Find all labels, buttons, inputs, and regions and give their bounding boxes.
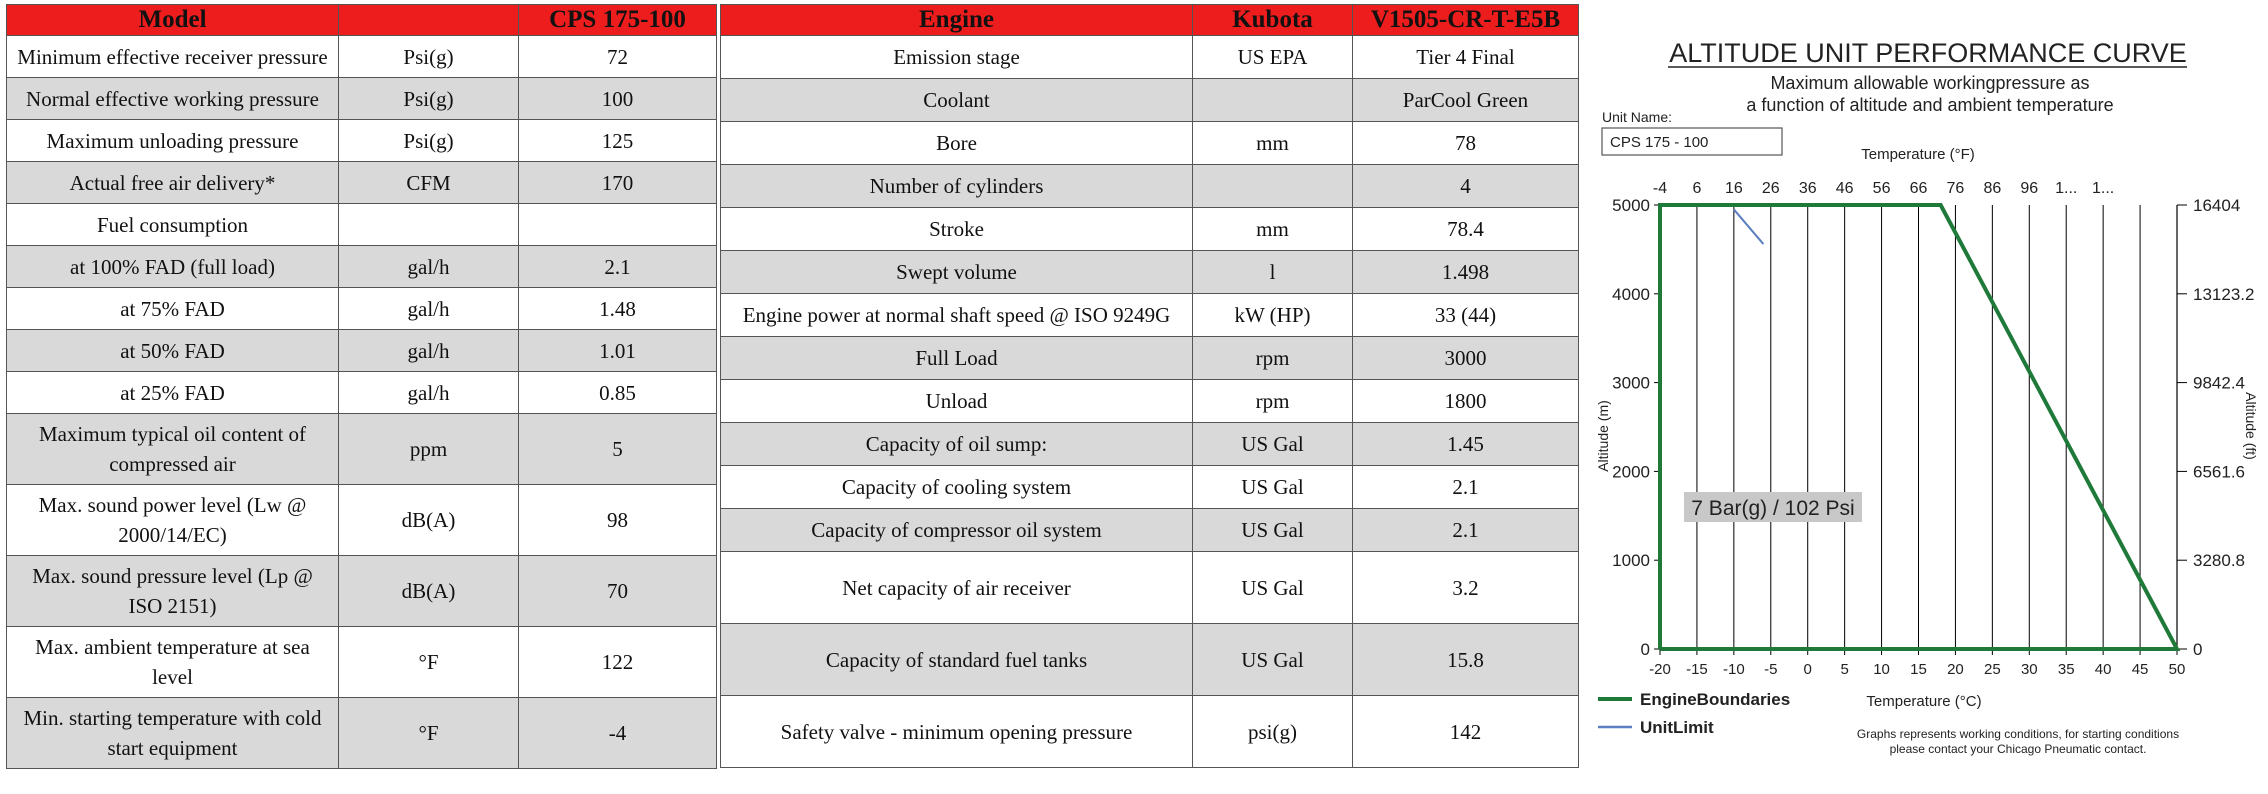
spec-unit: kW (HP) [1193, 294, 1353, 337]
spec-label: at 25% FAD [7, 372, 339, 414]
spec-value: 4 [1353, 165, 1579, 208]
spec-unit: Psi(g) [339, 120, 519, 162]
spec-unit: Psi(g) [339, 36, 519, 78]
table-row [721, 79, 1579, 122]
spec-label: Normal effective working pressure [7, 78, 339, 120]
spec-unit: mm [1193, 122, 1353, 165]
x-tick-label: 50 [2168, 661, 2186, 678]
top-tick-label: 86 [1983, 180, 2002, 197]
spec-label: Fuel consumption [7, 204, 339, 246]
chart-grid [1660, 205, 2177, 649]
table-row [721, 380, 1579, 423]
table-row [7, 698, 717, 769]
spec-value: 2.1 [519, 246, 717, 288]
table-row [7, 414, 717, 485]
spec-label: Safety valve - minimum opening pressure [721, 696, 1193, 768]
top-tick-label: 26 [1761, 180, 1780, 197]
table-row [721, 466, 1579, 509]
chart-title: ALTITUDE UNIT PERFORMANCE CURVE [1669, 38, 2187, 68]
legend-engine-label: EngineBoundaries [1640, 690, 1791, 709]
spec-value: 1800 [1353, 380, 1579, 423]
spec-label: Coolant [721, 79, 1193, 122]
spec-value: 78 [1353, 122, 1579, 165]
spec-value: 70 [519, 556, 717, 627]
spec-unit: l [1193, 251, 1353, 294]
spec-unit: dB(A) [339, 556, 519, 627]
table-row [7, 556, 717, 627]
x-tick-label: 40 [2094, 661, 2112, 678]
spec-label: Unload [721, 380, 1193, 423]
spec-label: Emission stage [721, 36, 1193, 79]
spec-label: Stroke [721, 208, 1193, 251]
x-tick-label: 0 [1803, 661, 1812, 678]
spec-unit [1193, 79, 1353, 122]
spec-value [519, 204, 717, 246]
table-row [721, 165, 1579, 208]
table-row [7, 162, 717, 204]
table-row [7, 330, 717, 372]
spec-unit: CFM [339, 162, 519, 204]
pressure-label: 7 Bar(g) / 102 Psi [1691, 497, 1855, 520]
spec-unit: °F [339, 698, 519, 769]
y-tick-label: 2000 [1612, 462, 1650, 482]
spec-label: Capacity of compressor oil system [721, 509, 1193, 552]
top-tick-label: 36 [1798, 180, 1817, 197]
x-tick-label: -10 [1723, 661, 1745, 678]
header-model-value: CPS 175-100 [519, 5, 717, 36]
right-tick-label: 13123.2 [2193, 284, 2255, 304]
curve-chart [1588, 0, 2268, 794]
spec-label: Maximum unloading pressure [7, 120, 339, 162]
right-axis-label: Altitude (ft) [2243, 392, 2259, 460]
spec-unit [1193, 165, 1353, 208]
table-row [721, 624, 1579, 696]
spec-unit: ppm [339, 414, 519, 485]
spec-label: Minimum effective receiver pressure [7, 36, 339, 78]
spec-value: 0.85 [519, 372, 717, 414]
spec-unit: °F [339, 627, 519, 698]
spec-value: 98 [519, 485, 717, 556]
spec-label: at 100% FAD (full load) [7, 246, 339, 288]
top-tick-label: 56 [1872, 180, 1891, 197]
table-row [7, 78, 717, 120]
top-tick-label: 1... [2092, 180, 2115, 197]
spec-unit: US Gal [1193, 509, 1353, 552]
right-tick-label: 3280.8 [2193, 551, 2245, 571]
chart-subtitle-line2: a function of altitude and ambient temperature [1746, 95, 2114, 115]
right-tick-label: 6561.6 [2193, 462, 2245, 482]
spec-label: Capacity of cooling system [721, 466, 1193, 509]
x-tick-label: 45 [2131, 661, 2149, 678]
spec-unit: US Gal [1193, 466, 1353, 509]
table-row [7, 627, 717, 698]
spec-value: -4 [519, 698, 717, 769]
right-tick-label: 9842.4 [2193, 373, 2245, 393]
table-row [721, 251, 1579, 294]
spec-value: 33 (44) [1353, 294, 1579, 337]
spec-value: 170 [519, 162, 717, 204]
compressor-spec-table [6, 4, 717, 769]
spec-value: 3000 [1353, 337, 1579, 380]
spec-label: Bore [721, 122, 1193, 165]
spec-label: Full Load [721, 337, 1193, 380]
spec-unit: US EPA [1193, 36, 1353, 79]
altitude-performance-curve [1588, 0, 2268, 794]
table-row [7, 288, 717, 330]
spec-value: 2.1 [1353, 509, 1579, 552]
spec-unit: gal/h [339, 330, 519, 372]
spec-label: Min. starting temperature with cold start equipment [7, 698, 339, 769]
top-tick-label: 96 [2020, 180, 2039, 197]
top-tick-label: -4 [1652, 180, 1668, 197]
x-tick-label: 5 [1840, 661, 1849, 678]
spec-label: Maximum typical oil content of compressed air [7, 414, 339, 485]
chart-note-line2: please contact your Chicago Pneumatic contact. [1889, 742, 2147, 756]
spec-value: 125 [519, 120, 717, 162]
y-tick-label: 3000 [1612, 373, 1650, 393]
top-tick-label: 46 [1835, 180, 1854, 197]
unit-name-label: Unit Name: [1602, 109, 1673, 125]
chart-ticks [1612, 180, 2254, 678]
spec-value: 1.498 [1353, 251, 1579, 294]
spec-label: Actual free air delivery* [7, 162, 339, 204]
table-row [7, 485, 717, 556]
spec-unit: Psi(g) [339, 78, 519, 120]
y-tick-label: 5000 [1612, 196, 1650, 215]
spec-unit: US Gal [1193, 423, 1353, 466]
spec-unit: rpm [1193, 337, 1353, 380]
header-engine-make: Kubota [1193, 5, 1353, 36]
spec-value: 1.48 [519, 288, 717, 330]
header-engine: Engine [721, 5, 1193, 36]
x-tick-label: -20 [1649, 661, 1671, 678]
spec-value: Tier 4 Final [1353, 36, 1579, 79]
spec-unit: rpm [1193, 380, 1353, 423]
header-engine-model: V1505-CR-T-E5B [1353, 5, 1579, 36]
y-tick-label: 0 [1640, 640, 1650, 659]
spec-label: Net capacity of air receiver [721, 552, 1193, 624]
x-tick-label: 15 [1910, 661, 1927, 678]
chart-note-line1: Graphs represents working conditions, for starting conditions [1856, 727, 2180, 741]
spec-value: 5 [519, 414, 717, 485]
spec-value: 15.8 [1353, 624, 1579, 696]
x-tick-label: 10 [1873, 661, 1890, 678]
legend-unit-label: UnitLimit [1640, 718, 1714, 737]
x-tick-label: 30 [2020, 661, 2038, 678]
spec-unit: gal/h [339, 288, 519, 330]
spec-label: Max. ambient temperature at sea level [7, 627, 339, 698]
spec-label: Capacity of oil sump: [721, 423, 1193, 466]
spec-unit: dB(A) [339, 485, 519, 556]
spec-value: 122 [519, 627, 717, 698]
spec-unit: psi(g) [1193, 696, 1353, 768]
spec-value: 1.01 [519, 330, 717, 372]
table-row [721, 294, 1579, 337]
spec-label: at 75% FAD [7, 288, 339, 330]
table-row [721, 552, 1579, 624]
top-tick-label: 76 [1946, 180, 1965, 197]
engine-spec-table [720, 4, 1579, 768]
table-row [721, 423, 1579, 466]
x-tick-label: 20 [1947, 661, 1964, 678]
table-row [721, 36, 1579, 79]
table-row [7, 36, 717, 78]
spec-value: ParCool Green [1353, 79, 1579, 122]
spec-label: Engine power at normal shaft speed @ ISO 9249G [721, 294, 1193, 337]
spec-label: Max. sound pressure level (Lp @ ISO 2151) [7, 556, 339, 627]
top-axis-label: Temperature (°F) [1861, 146, 1975, 163]
unit-name-value: CPS 175 - 100 [1610, 134, 1709, 151]
spec-value: 100 [519, 78, 717, 120]
table-row [721, 208, 1579, 251]
y-tick-label: 1000 [1612, 551, 1650, 571]
table-row [721, 122, 1579, 165]
x-tick-label: -15 [1686, 661, 1708, 678]
right-tick-label: 16404 [2193, 196, 2241, 215]
table-row [721, 696, 1579, 768]
spec-unit [339, 204, 519, 246]
spec-value: 142 [1353, 696, 1579, 768]
top-tick-label: 1... [2055, 180, 2078, 197]
table-row [7, 120, 717, 162]
table-row [7, 372, 717, 414]
spec-value: 72 [519, 36, 717, 78]
left-axis-label: Altitude (m) [1595, 400, 1611, 472]
bottom-axis-label: Temperature (°C) [1866, 693, 1982, 710]
header-unit [339, 5, 519, 36]
spec-label: Max. sound power level (Lw @ 2000/14/EC) [7, 485, 339, 556]
spec-label: Capacity of standard fuel tanks [721, 624, 1193, 696]
right-tick-label: 0 [2193, 640, 2203, 659]
spec-label: Number of cylinders [721, 165, 1193, 208]
unit-limit-line [1734, 209, 1764, 244]
spec-unit: mm [1193, 208, 1353, 251]
top-tick-label: 16 [1724, 180, 1743, 197]
table-row [721, 509, 1579, 552]
table-row [721, 337, 1579, 380]
spec-value: 3.2 [1353, 552, 1579, 624]
chart-subtitle-line1: Maximum allowable workingpressure as [1770, 73, 2090, 93]
x-tick-label: 35 [2057, 661, 2075, 678]
table-row [7, 246, 717, 288]
spec-value: 2.1 [1353, 466, 1579, 509]
spec-unit: US Gal [1193, 552, 1353, 624]
spec-unit: gal/h [339, 246, 519, 288]
x-tick-label: -5 [1764, 661, 1778, 678]
y-tick-label: 4000 [1612, 284, 1650, 304]
spec-value: 78.4 [1353, 208, 1579, 251]
header-model: Model [7, 5, 339, 36]
x-tick-label: 25 [1984, 661, 2001, 678]
top-tick-label: 66 [1909, 180, 1928, 197]
table-row [7, 204, 717, 246]
spec-unit: gal/h [339, 372, 519, 414]
spec-unit: US Gal [1193, 624, 1353, 696]
spec-label: at 50% FAD [7, 330, 339, 372]
top-tick-label: 6 [1692, 180, 1702, 197]
spec-value: 1.45 [1353, 423, 1579, 466]
spec-label: Swept volume [721, 251, 1193, 294]
